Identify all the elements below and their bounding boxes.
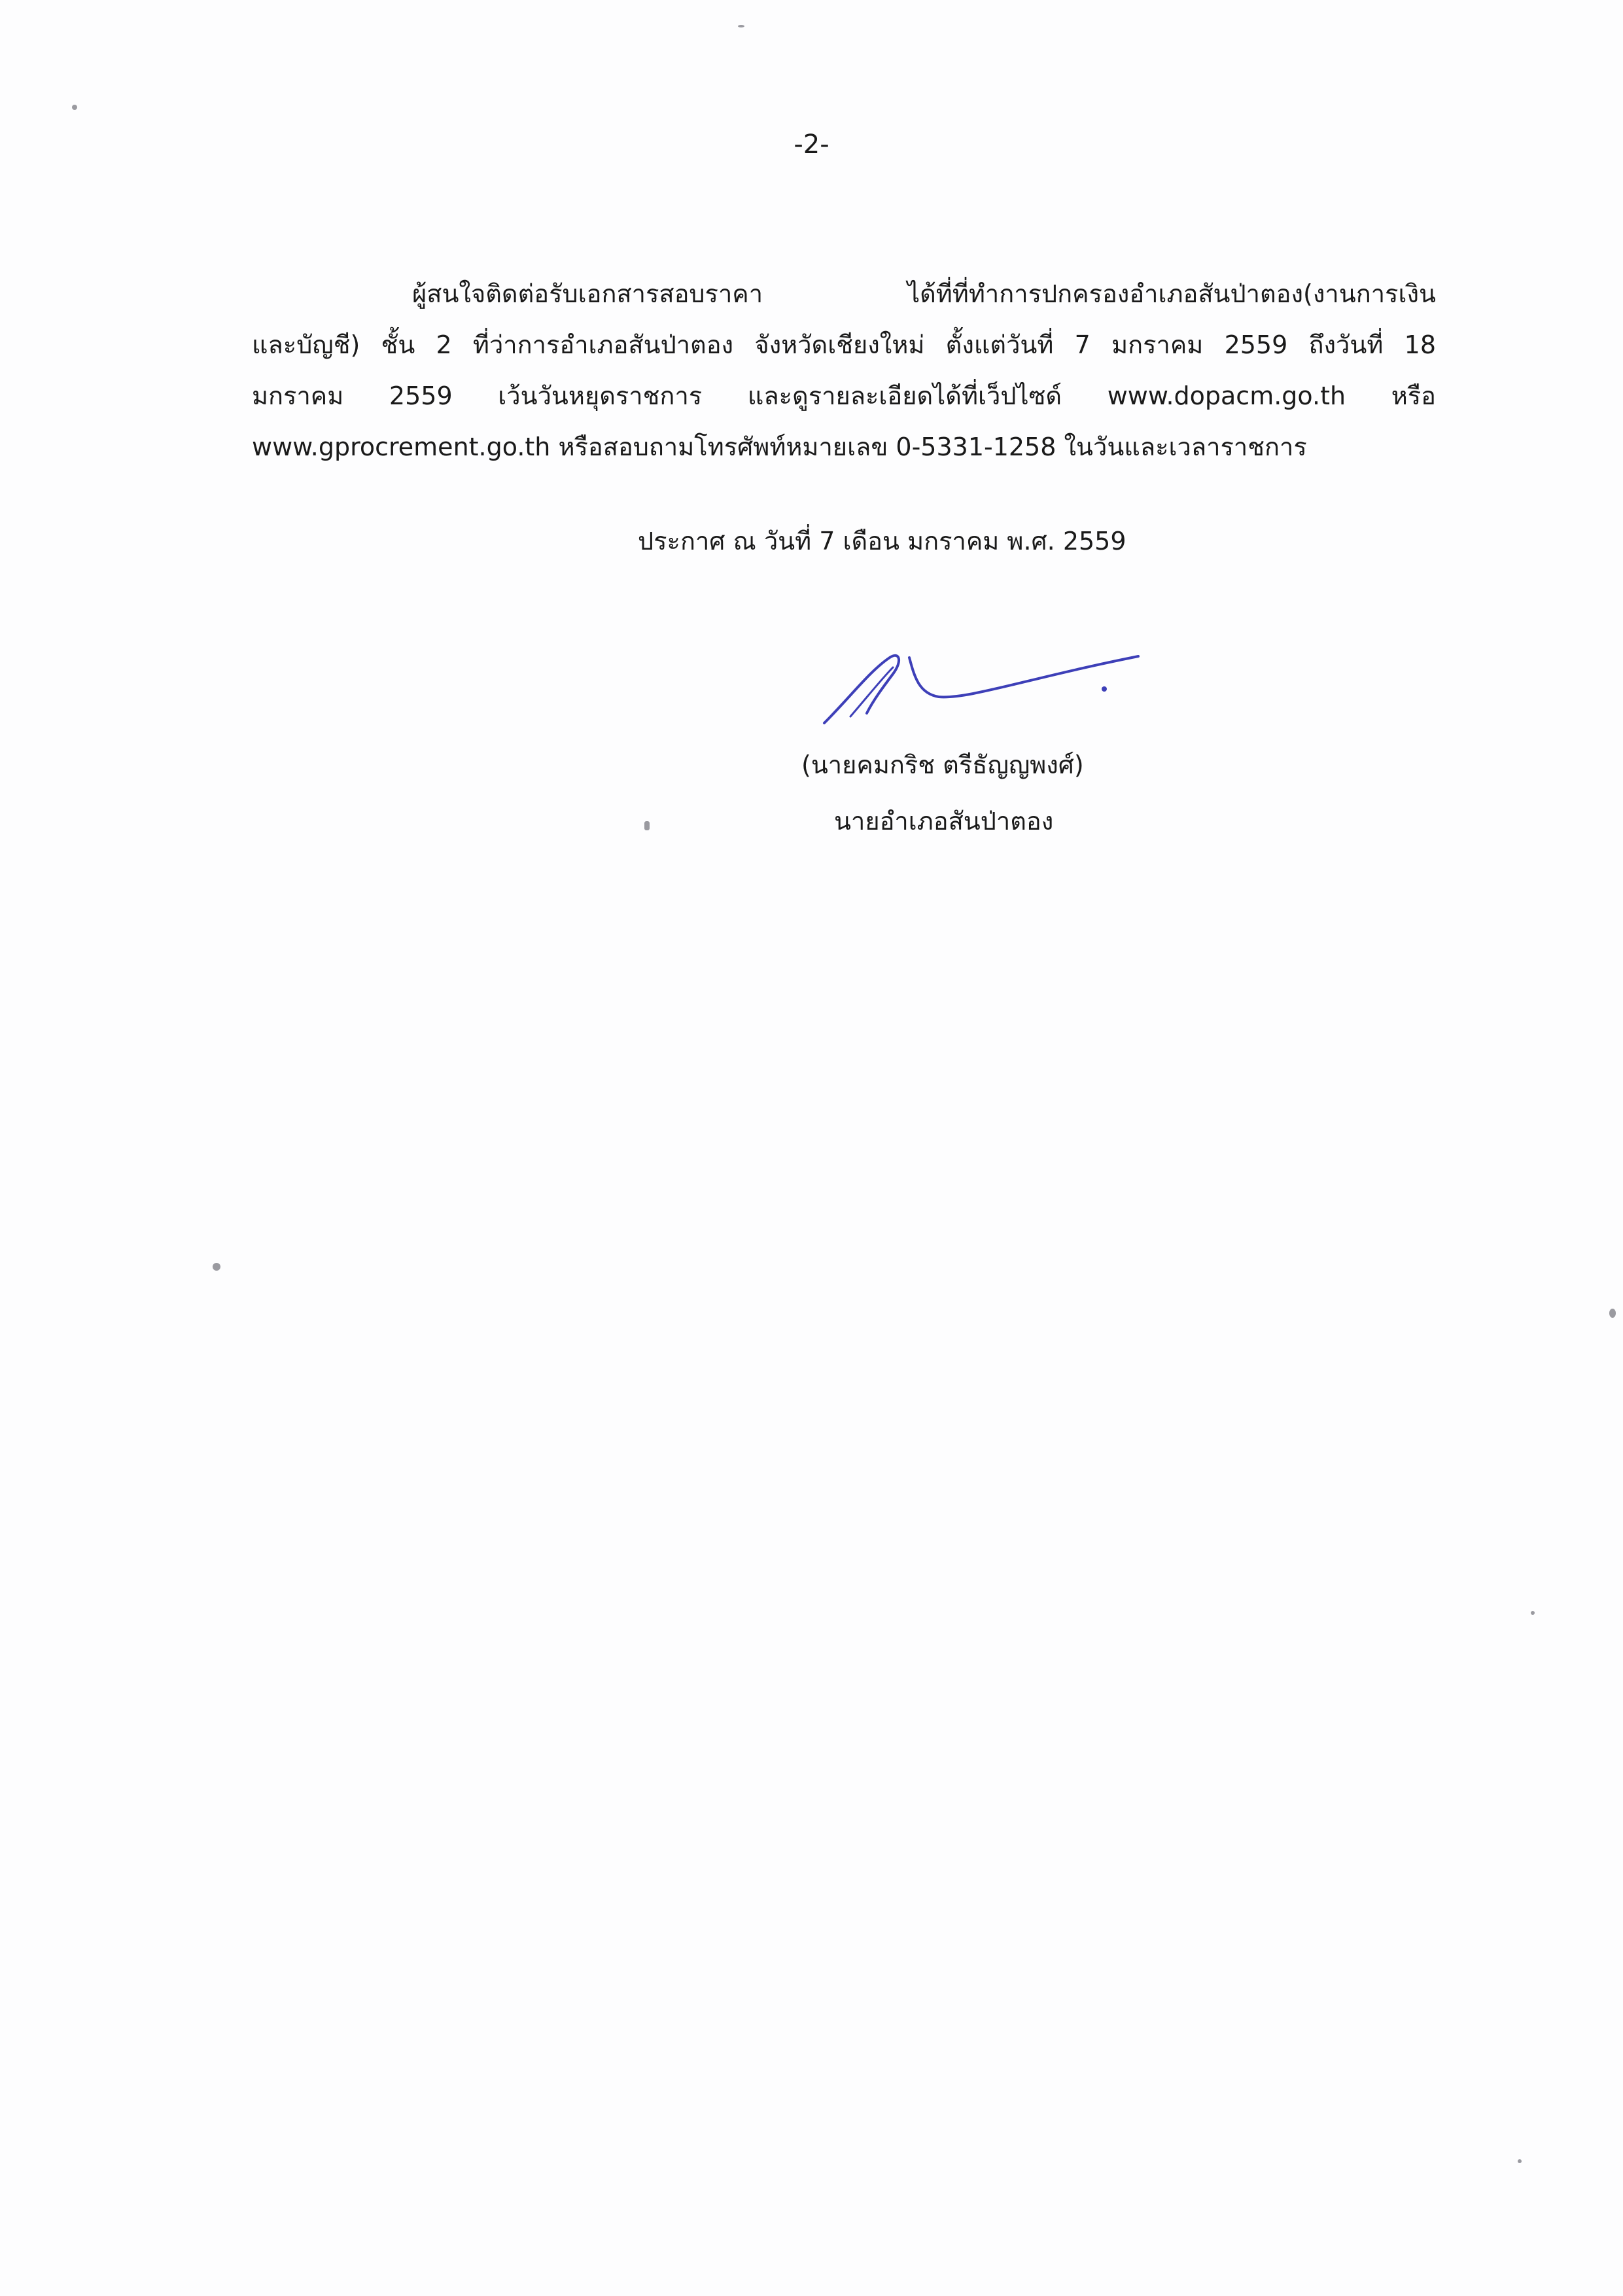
scan-speck <box>213 1263 220 1271</box>
signer-name: (นายคมกริช ตรีธัญญพงศ์) <box>801 751 1084 779</box>
scan-speck <box>1518 2159 1522 2163</box>
scan-speck <box>1531 1611 1535 1615</box>
body-paragraph <box>252 268 1436 472</box>
scan-speck <box>72 105 77 110</box>
body-line: และบัญชี) ชั้น 2 ที่ว่าการอำเภอสันป่าตอง จังหวัดเชียงใหม่ ตั้งแต่วันที่ 7 มกราคม 2559 ถึงวันที่ 18 <box>252 330 1436 359</box>
announcement-date: ประกาศ ณ วันที่ 7 เดือน มกราคม พ.ศ. 2559 <box>638 527 1126 556</box>
body-line: ผู้สนใจติดต่อรับเอกสารสอบราคา ได้ที่ที่ทำการปกครองอำเภอสันป่าตอง(งานการเงิน <box>412 279 1436 308</box>
body-line: www.gprocrement.go.th หรือสอบถามโทรศัพท์หมายเลข 0-5331-1258 ในวันและเวลาราชการ <box>252 433 1307 461</box>
page-number: -2- <box>794 130 829 160</box>
scan-speck <box>1609 1309 1616 1318</box>
handwritten-signature <box>811 631 1151 736</box>
scan-speck <box>644 821 650 830</box>
body-line: มกราคม 2559 เว้นวันหยุดราชการ และดูรายละเอียดได้ที่เว็ปไซด์ www.dopacm.go.th หรือ <box>252 381 1436 410</box>
signer-title: นายอำเภอสันป่าตอง <box>834 807 1054 836</box>
scan-speck <box>738 25 744 27</box>
